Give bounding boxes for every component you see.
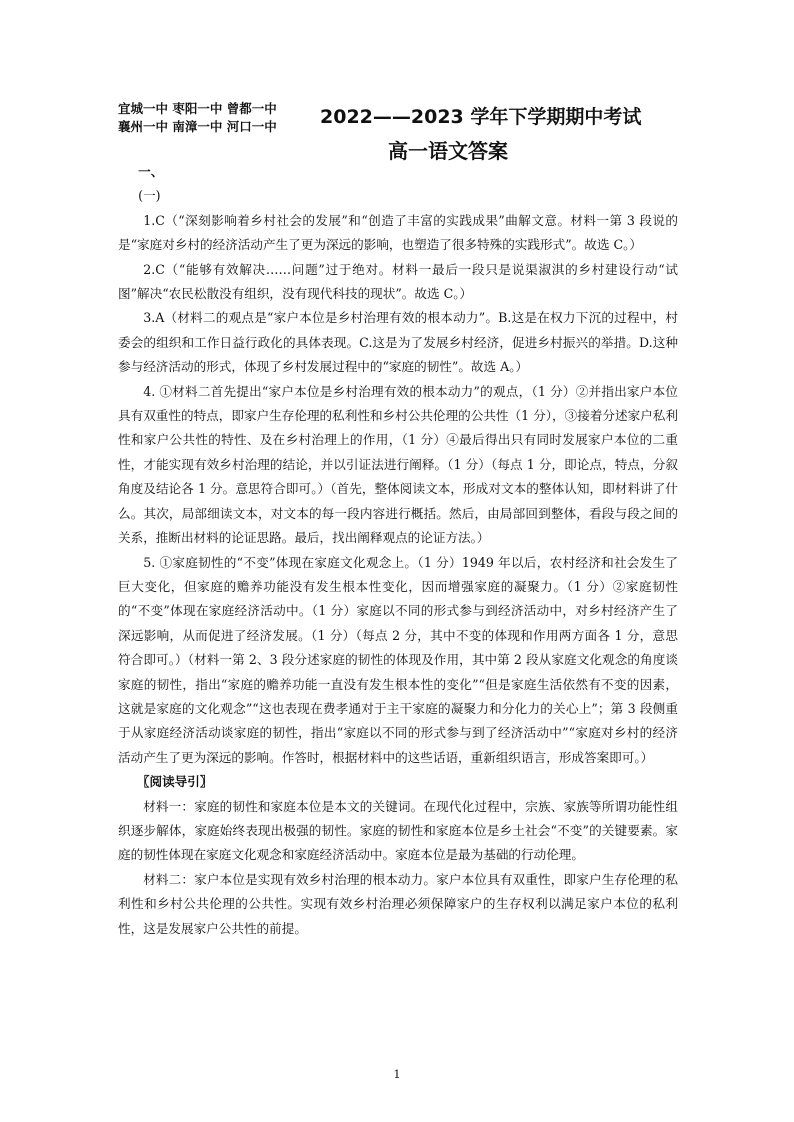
- section-heading-1: 一、: [138, 164, 164, 179]
- page-number: 1: [393, 1068, 401, 1081]
- answer-q4: 4. ①材料二首先提出“家户本位是乡村治理有效的根本动力”的观点，（1 分）②并指出家户本位具有双重性的特点，即家户生存伦理的私利性和乡村公共伦理的公共性（1 分），③接着分述家户私利性和家户公共性的特性、及在乡村治理上的作用，（1 分）④最后得出只有同时发展家户本位的二重性，才能实现有效乡村治理的结论，并以引证法进行阐释。（1 分）（每点 1 分，即论点，特点，分叙角度及结论各 1 分。意思符合即可。）（首先，整体阅读文本，形成对文本的整体认知，即材料讲了什么。其次，局部细读文本，对文本的每一段内容进行概括。然后，由局部回到整体，看段与段之间的关系，推断出材料的论证思路。最后，找出阐释观点的论证方法。）: [118, 383, 678, 546]
- reading-guide-material-1: 材料一：家庭的韧性和家庭本位是本文的关键词。在现代化过程中，宗族、家族等所谓功能性组织逐步解体，家庭始终表现出极强的韧性。家庭的韧性和家庭本位是乡土社会“不变”的关键要素。家庭的韧性体现在家庭文化观念和家庭经济活动中。家庭本位是最为基础的行动伦理。: [118, 798, 678, 863]
- reading-guide-material-2: 材料二：家户本位是实现有效乡村治理的根本动力。家户本位具有双重性，即家户生存伦理的私利性和乡村公共伦理的公共性。实现有效乡村治理必须保障家户的生存权利以满足家户本位的私利性，这是发展家户公共性的前提。: [118, 871, 678, 936]
- answer-q3: 3.A（材料二的观点是“家户本位是乡村治理有效的根本动力”。B.这是在权力下沉的过程中，村委会的组织和工作日益行政化的具体表现。C.这是为了发展乡村经济，促进乡村振兴的举措。D.这种参与经济活动的形式，体现了乡村发展过程中的“家庭的韧性”。故选 A。）: [118, 310, 678, 375]
- exam-title: 2022——2023 学年下学期期中考试: [320, 106, 642, 128]
- answer-q5: 5. ①家庭韧性的“不变”体现在家庭文化观念上。（1 分）1949 年以后，农村经济和社会发生了巨大变化，但家庭的赡养功能没有发生根本性变化，因而增强家庭的凝聚力。（1 分）②家庭韧性的“不变”体现在家庭经济活动中。（1 分）家庭以不同的形式参与到经济活动中，对乡村经济产生了深远影响，从而促进了经济发展。（1 分）（每点 2 分，其中不变的体现和作用两方面各 1 分，意思符合即可。）（材料一第 2、3 段分述家庭的韧性的体现及作用，其中第 2 段从家庭文化观念的角度谈家庭的韧性，指出“家庭的赡养功能一直没有发生根本性的变化”“但是家庭生活依然有不变的因素，这就是家庭的文化观念”“这也表现在费孝通对于主干家庭的凝聚力和分化力的关心上”；第 3 段侧重于从家庭经济活动谈家庭的韧性，指出“家庭以不同的形式参与到了经济活动中”“家庭对乡村的经济活动产生了更为深远的影响。作答时，根据材料中的这些话语，重新组织语言，形成答案即可。）: [118, 554, 678, 765]
- reading-guide-heading: 〖阅读导引〗: [136, 774, 213, 790]
- school-list: [118, 100, 308, 136]
- answer-body: [118, 160, 678, 941]
- answer-q1: 1.C（“深刻影响着乡村社会的发展”和“创造了丰富的实践成果”曲解文意。材料一第 3 段说的是“家庭对乡村的经济活动产生了更为深远的影响，也塑造了很多特殊的实践形式”。故选 C。）: [118, 212, 678, 253]
- exam-subtitle: 高一语文答案: [388, 139, 508, 163]
- school-list-line-2: 襄州一中 南漳一中 河口一中: [118, 119, 277, 134]
- subsection-heading-1: (一): [138, 188, 161, 204]
- school-list-line-1: 宜城一中 枣阳一中 曾都一中: [118, 101, 277, 116]
- answer-q2: 2.C（“能够有效解决……问题”过于绝对。材料一最后一段只是说渠淑淇的乡村建设行动“试图”解决“农民松散没有组织，没有现代科技的现状”。故选 C。）: [118, 261, 678, 302]
